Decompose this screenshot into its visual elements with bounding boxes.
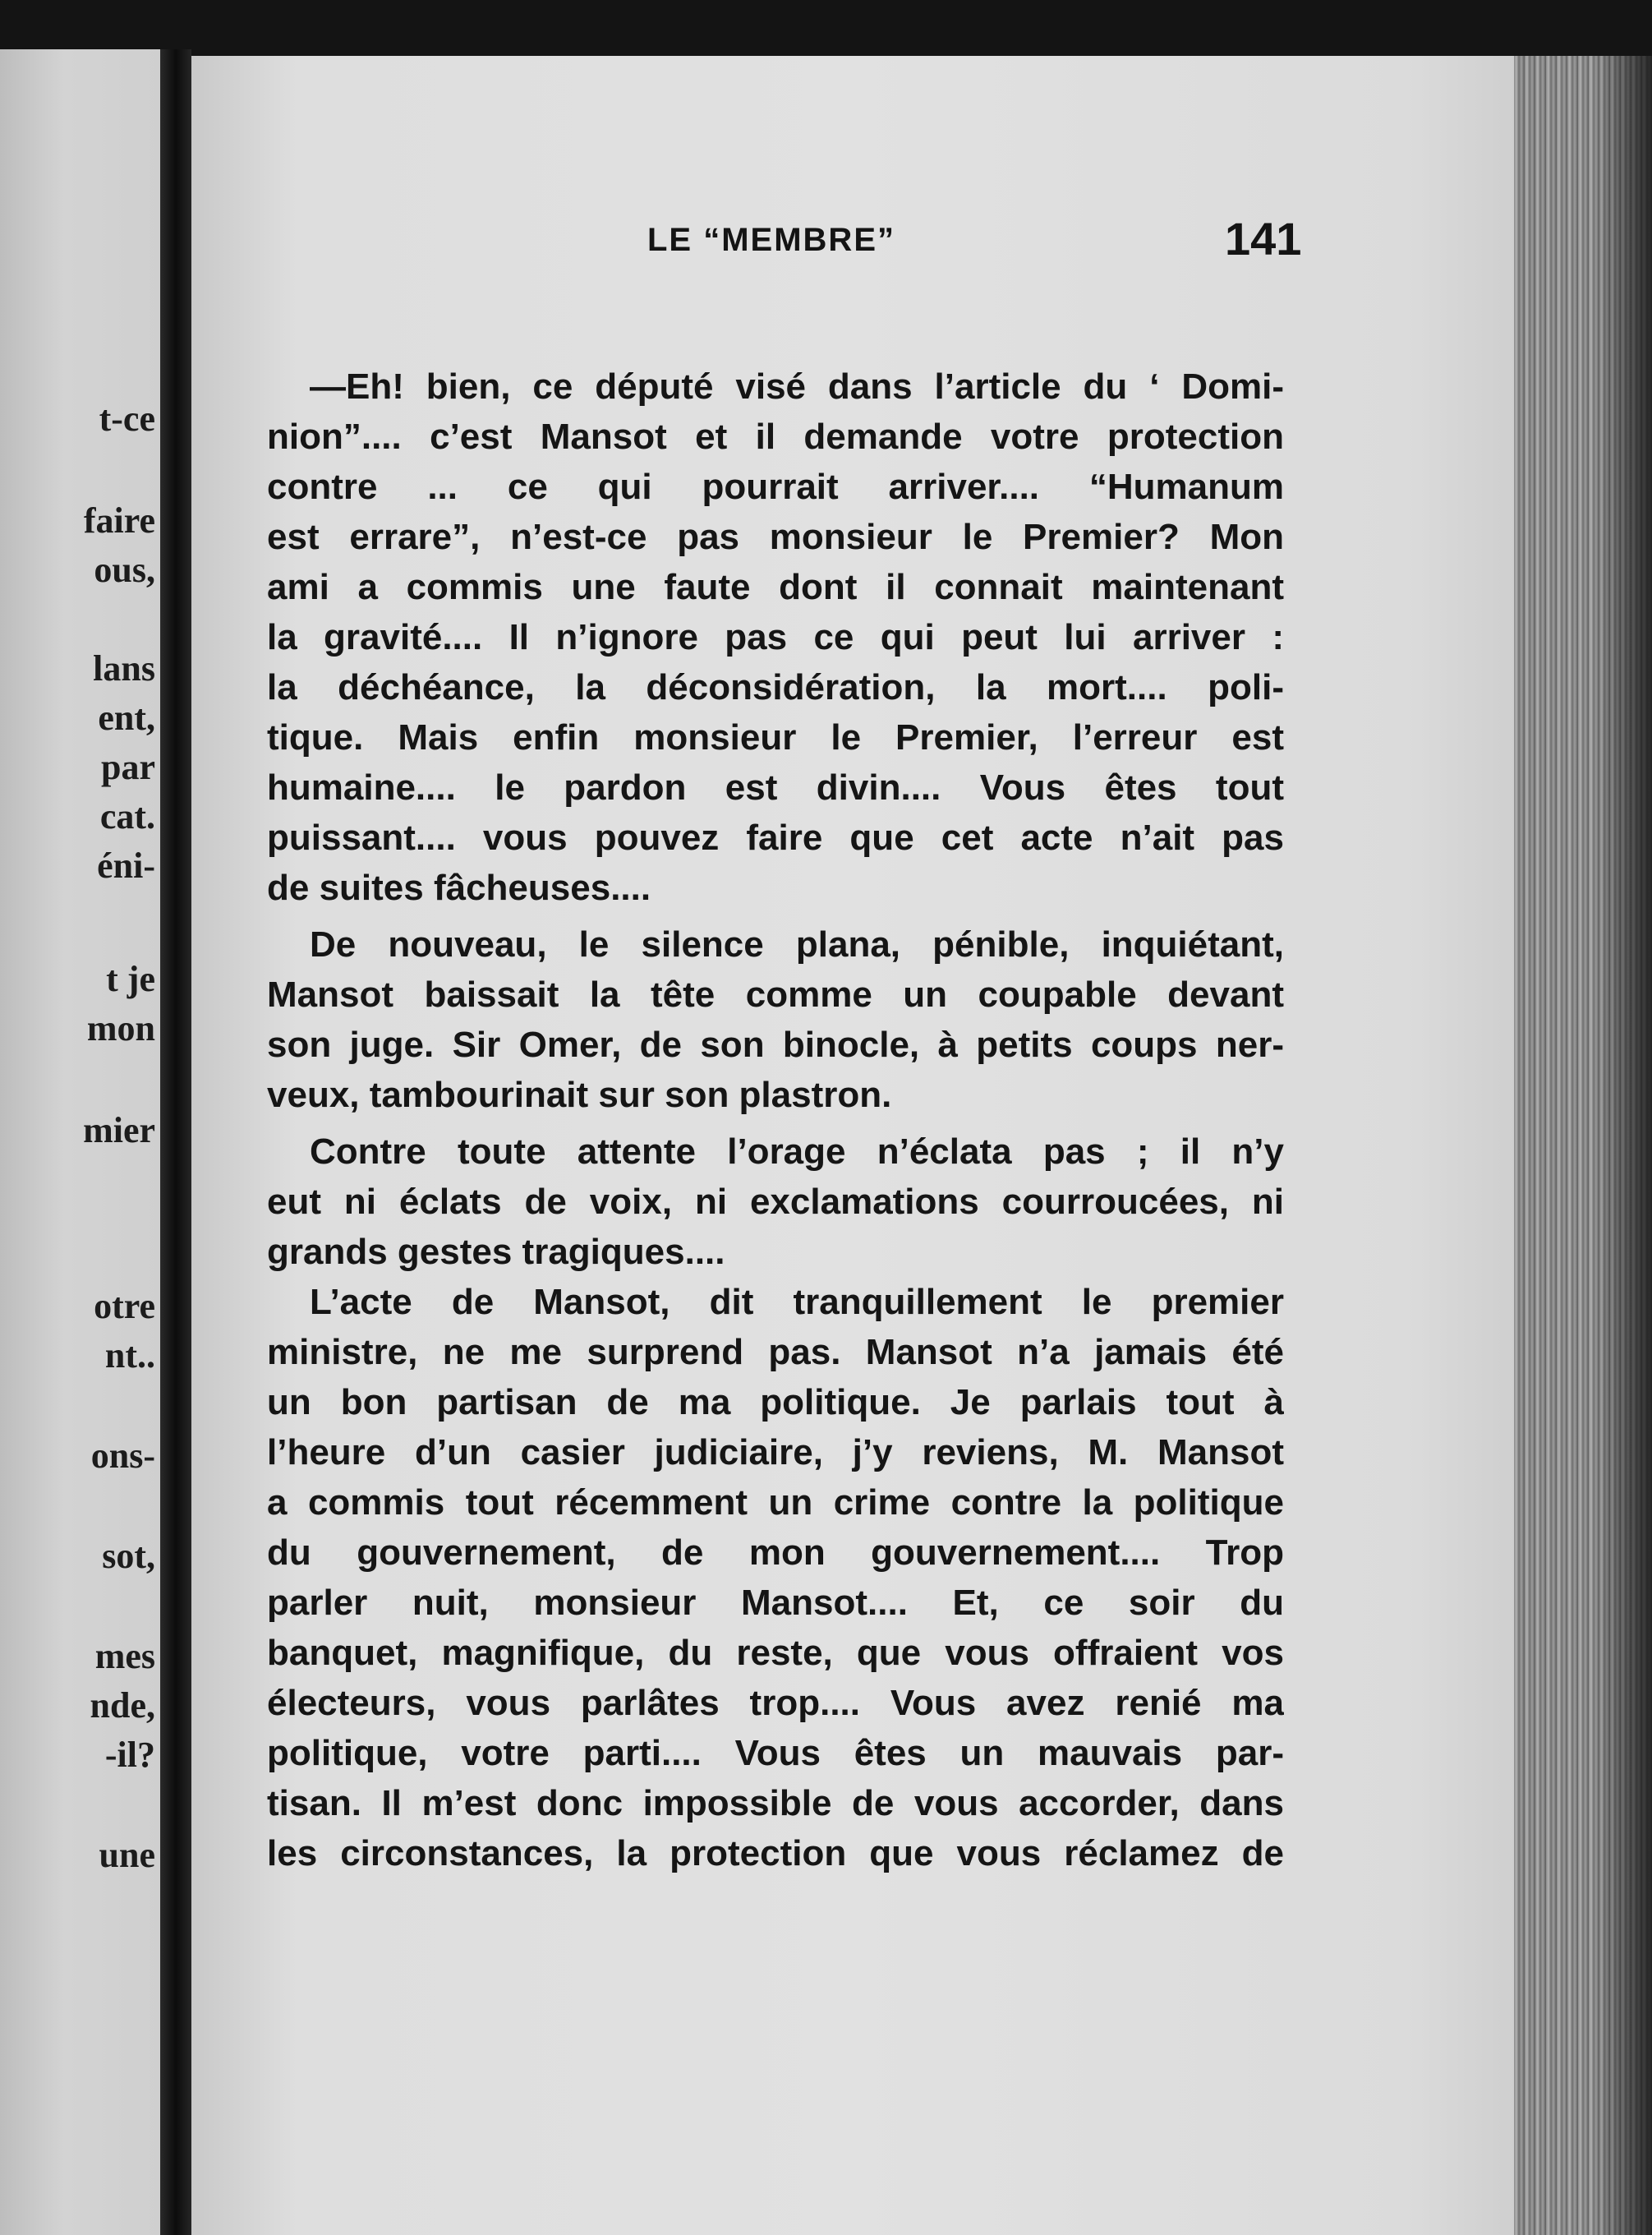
- left-page-text: une: [99, 1835, 155, 1875]
- text-line: électeurs, vous parlâtes trop.... Vous avez renié ma: [267, 1683, 1284, 1723]
- left-page-text: nt..: [104, 1335, 155, 1376]
- left-page-text: -il?: [104, 1735, 155, 1775]
- book-gutter: [160, 49, 191, 2235]
- left-page-text: ent,: [98, 698, 155, 738]
- text-line: la gravité.... Il n’ignore pas ce qui peut lui arriver :: [267, 617, 1284, 657]
- book-page: [191, 56, 1514, 2235]
- text-line: L’acte de Mansot, dit tranquillement le premier: [310, 1282, 1284, 1322]
- page-number: 141: [1225, 213, 1302, 265]
- left-page-text: nde,: [90, 1685, 155, 1726]
- left-page-text: lans: [93, 648, 155, 689]
- text-line: la déchéance, la déconsidération, la mort.... poli-: [267, 667, 1284, 707]
- text-line: l’heure d’un casier judiciaire, j’y reviens, M. Mansot: [267, 1432, 1284, 1472]
- text-line: puissant.... vous pouvez faire que cet acte n’ait pas: [267, 818, 1284, 858]
- text-line: ministre, ne me surprend pas. Mansot n’a jamais été: [267, 1332, 1284, 1372]
- page-body: [267, 362, 1284, 1878]
- left-page-text: ons-: [90, 1435, 155, 1476]
- text-line: un bon partisan de ma politique. Je parlais tout à: [267, 1382, 1284, 1422]
- text-line: banquet, magnifique, du reste, que vous offraient vos: [267, 1633, 1284, 1673]
- left-page-text: sot,: [102, 1536, 155, 1576]
- left-page-text: mes: [94, 1636, 155, 1676]
- text-line: est errare”, n’est-ce pas monsieur le Premier? Mon: [267, 517, 1284, 557]
- text-line: tisan. Il m’est donc impossible de vous accorder, dans: [267, 1783, 1284, 1823]
- left-page-text: mier: [83, 1110, 155, 1150]
- left-page-text: éni-: [97, 846, 155, 886]
- text-line: son juge. Sir Omer, de son binocle, à petits coups ner-: [267, 1025, 1284, 1065]
- text-line: nion”.... c’est Mansot et il demande votre protection: [267, 417, 1284, 457]
- text-line: Contre toute attente l’orage n’éclata pas ; il n’y: [310, 1131, 1284, 1172]
- text-line: a commis tout récemment un crime contre la politique: [267, 1482, 1284, 1523]
- left-page-text: par: [101, 747, 155, 787]
- text-line: humaine.... le pardon est divin.... Vous êtes tout: [267, 767, 1284, 808]
- text-line: De nouveau, le silence plana, pénible, inquiétant,: [310, 924, 1284, 965]
- page-edges: [1514, 56, 1652, 2235]
- text-line: contre ... ce qui pourrait arriver.... “Humanum: [267, 467, 1284, 507]
- text-line: tique. Mais enfin monsieur le Premier, l’erreur est: [267, 717, 1284, 758]
- text-line: politique, votre parti.... Vous êtes un mauvais par-: [267, 1733, 1284, 1773]
- text-line: parler nuit, monsieur Mansot.... Et, ce soir du: [267, 1583, 1284, 1623]
- left-page-text: cat.: [99, 796, 155, 836]
- left-page-text: mon: [86, 1008, 155, 1048]
- left-page-text: t-ce: [99, 399, 155, 439]
- page-header: [191, 212, 1481, 270]
- text-line: du gouvernement, de mon gouvernement.... Trop: [267, 1532, 1284, 1573]
- text-line: Mansot baissait la tête comme un coupable devant: [267, 975, 1284, 1015]
- left-page-text: ous,: [94, 550, 155, 590]
- left-page-text: faire: [83, 500, 155, 541]
- text-line: les circonstances, la protection que vous réclamez de: [267, 1833, 1284, 1873]
- left-page-fragment: [0, 49, 160, 2235]
- running-title: LE “MEMBRE”: [647, 222, 895, 258]
- text-line: de suites fâcheuses....: [267, 868, 651, 908]
- text-line: eut ni éclats de voix, ni exclamations courroucées, ni: [267, 1182, 1284, 1222]
- left-page-text: otre: [94, 1286, 155, 1326]
- text-line: ami a commis une faute dont il connait maintenant: [267, 567, 1284, 607]
- left-page-text: t je: [106, 959, 155, 999]
- text-line: —Eh! bien, ce député visé dans l’article du ‘ Domi-: [310, 366, 1284, 407]
- text-line: veux, tambourinait sur son plastron.: [267, 1075, 892, 1115]
- text-line: grands gestes tragiques....: [267, 1232, 725, 1272]
